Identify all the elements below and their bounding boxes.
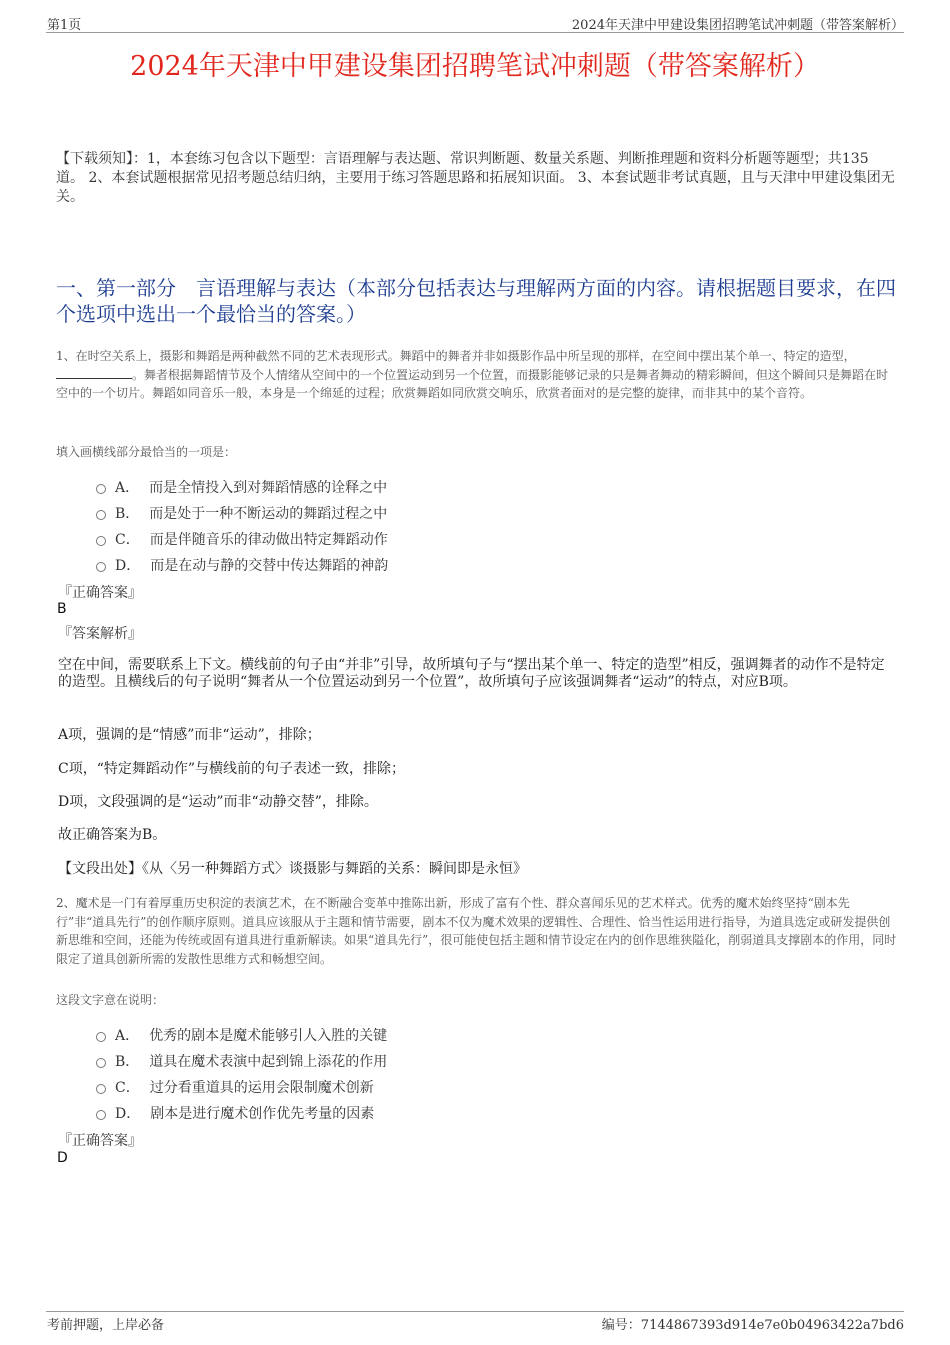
analysis-conclusion: 故正确答案为B。 [58,827,167,843]
text-source: 【文段出处】《从〈另一种舞蹈方式〉谈摄影与舞蹈的关系：瞬间即是永恒》 [58,861,527,877]
radio-icon[interactable] [96,562,106,572]
option-letter: A． [115,480,140,496]
option-text: 优秀的剧本是魔术能够引人入胜的关键 [149,1028,388,1044]
radio-icon[interactable] [96,484,106,494]
document-id: 编号：7144867393d914e7e0b04963422a7bd6 [601,1318,904,1333]
question-1-stem-before: 1、在时空关系上，摄影和舞蹈是两种截然不同的艺术表现形式。舞蹈中的舞者并非如摄影作品中所呈现的那样，在空间中摆出某个单一、特定的造型， [56,349,856,363]
question-1-option-d[interactable] [96,555,388,575]
question-2-prompt: 这段文字意在说明： [56,993,165,1007]
option-text: 道具在魔术表演中起到锦上添花的作用 [149,1054,388,1070]
radio-icon[interactable] [96,536,106,546]
option-letter: B． [115,1054,140,1070]
header-rule [46,32,904,33]
option-text: 而是全情投入到对舞蹈情感的诠释之中 [149,480,388,496]
question-1-analysis-label: 『答案解析』 [58,626,142,642]
fill-blank [56,366,132,379]
question-2-answer-label: 『正确答案』 [58,1133,142,1149]
page-number: 第1页 [47,18,82,33]
radio-icon[interactable] [96,1032,106,1042]
question-1-prompt: 填入画横线部分最恰当的一项是： [56,445,237,459]
option-letter: B． [115,506,140,522]
radio-icon[interactable] [96,510,106,520]
analysis-option-a: A项，强调的是“情感”而非“运动”，排除； [58,727,321,743]
running-title: 2024年天津中甲建设集团招聘笔试冲刺题（带答案解析） [571,18,904,33]
option-letter: D． [115,1106,141,1122]
footer-slogan: 考前押题，上岸必备 [47,1318,165,1333]
footer-rule [46,1311,904,1312]
option-letter: C． [115,532,140,548]
question-1-answer: B [57,601,67,617]
option-text: 剧本是进行魔术创作优先考量的因素 [150,1106,375,1122]
option-letter: A． [115,1028,140,1044]
analysis-paragraph: 空在中间，需要联系上下文。横线前的句子由“并非”引导，故所填句子与“摆出某个单一、特定的造型”相反，强调舞者的动作不是特定的造型。且横线后的句子说明“舞者从一个位置运动到另一个位置”，故所填句子应该强调舞者“运动”的特点，对应B项。 [58,657,885,690]
option-letter: C． [115,1080,140,1096]
option-text: 而是伴随音乐的律动做出特定舞蹈动作 [149,532,388,548]
radio-icon[interactable] [96,1084,106,1094]
radio-icon[interactable] [96,1110,106,1120]
option-text: 而是在动与静的交替中传达舞蹈的神韵 [150,558,389,574]
question-2-stem: 2、魔术是一门有着厚重历史积淀的表演艺术，在不断融合变革中推陈出新，形成了富有个性、群众喜闻乐见的艺术样式。优秀的魔术始终坚持“剧本先行”非“道具先行”的创作顺序原则。道具应该服从于主题和情节需要，剧本不仅为魔术效果的逻辑性、合理性、恰当性运用进行指导，为道具选定或研发提供创新思维和空间，还能为传统或固有道具进行重新解读。如果“道具先行”，很可能使包括主题和情节设定在内的创作思维狭隘化，削弱道具支撑剧本的作用，同时限定了道具创新所需的发散性思维方式和畅想空间。 [56,896,897,966]
analysis-option-c: C项，“特定舞蹈动作”与横线前的句子表述一致，排除； [58,761,406,777]
radio-icon[interactable] [96,1058,106,1068]
question-2-option-a[interactable] [96,1025,387,1045]
option-letter: D． [115,558,141,574]
question-1-option-a[interactable] [96,477,387,497]
question-2-option-c[interactable] [96,1077,374,1097]
download-notice: 【下载须知】：1，本套练习包含以下题型：言语理解与表达题、常识判断题、数量关系题、判断推理题和资料分析题等题型；共135道。 2、本套试题根据常见招考题总结归纳，主要用于练习答题思路和拓展知识面。 3、本套试题非考试真题，且与天津中甲建设集团无关。 [56,151,895,205]
question-1-option-c[interactable] [96,529,388,549]
question-1-answer-label: 『正确答案』 [58,585,142,601]
question-1-stem [56,347,898,403]
page-title: 2024年天津中甲建设集团招聘笔试冲刺题（带答案解析） [130,51,820,82]
question-2-option-d[interactable] [96,1103,374,1123]
question-2-answer: D [57,1150,68,1166]
analysis-option-d: D项，文段强调的是“运动”而非“动静交替”，排除。 [58,794,378,810]
question-2-option-b[interactable] [96,1051,387,1071]
option-text: 而是处于一种不断运动的舞蹈过程之中 [149,506,388,522]
option-text: 过分看重道具的运用会限制魔术创新 [149,1080,374,1096]
question-1-stem-after: 。舞者根据舞蹈情节及个人情绪从空间中的一个位置运动到另一个位置，而摄影能够记录的只是舞者舞动的精彩瞬间，但这个瞬间只是舞蹈在时空中的一个切片。舞蹈如同音乐一般，本身是一个绵延的过程；欣赏舞蹈如同欣赏交响乐，欣赏者面对的是完整的旋律，而非其中的某个音符。 [56,367,889,400]
question-1-option-b[interactable] [96,503,387,523]
section-heading: 一、第一部分 言语理解与表达（本部分包括表达与理解两方面的内容。请根据题目要求，在四个选项中选出一个最恰当的答案。） [56,276,896,326]
